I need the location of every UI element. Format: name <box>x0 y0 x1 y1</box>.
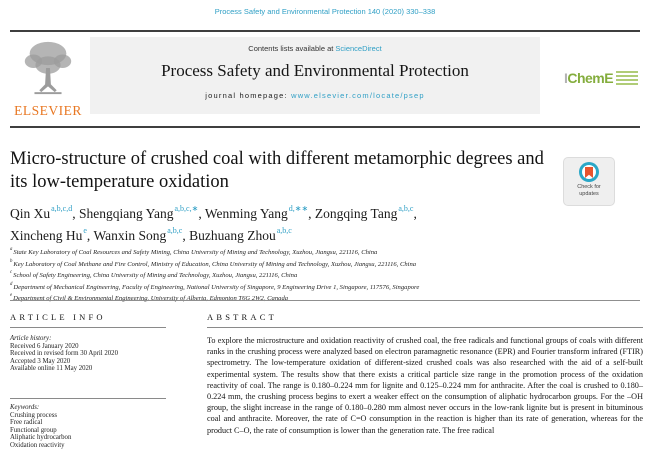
abstract-heading: ABSTRACT <box>207 312 277 322</box>
author-superscript: a,b,c,d <box>51 204 73 213</box>
history-line: Available online 11 May 2020 <box>10 365 93 373</box>
affiliation: $^a$State Key Laboratory of Coal Resources and Safety Mining, China University of Mining and Technology, Xuzhou, Jiangsu, 221116, China <box>10 247 378 257</box>
abstract-text: To explore the microstructure and oxidation reactivity of crushed coal, the free radicals and functional groups of coals with different ranks in the crushing process were analyzed based on electron paramagnetic resonance (EPR) and Fourier transform infrared (FTIR) spectrometry. The low-temperature oxidation of different-sized crushed coals was also researched with the aid of a self-built experimental system. The results show that there exists a critical particle size range in the promotion process of the oxidation reactivity of coal. The range is 0.180–0.224 mm for lignite and 0.125–0.224 mm for anthracite. After the coal is crushed to 0.180–0.224 mm, the crushing process begins to exert a weaker effect on the consumption of aliphatic hydrocarbon groups. For the –OH group, the slight increase in the range of 0.180–0.280 mm almost never occurs in the low-rank lignite but is present in bituminous coal and anthracite. Moreover, the rate of C=O consumption in the reaction is higher than its rate of generation, whereas for the product C–O, the rate of consumption is lower than the generation rate. The free radical <box>207 336 643 435</box>
affiliation-list <box>10 246 646 304</box>
abstract-heading-rule <box>207 327 643 328</box>
author-superscript: a,b,c <box>276 226 292 235</box>
article-info-heading: ARTICLE INFO <box>10 312 106 322</box>
keywords-label: Keywords: <box>10 403 40 411</box>
author-name: Xincheng Hu <box>10 227 83 243</box>
check-for-updates-badge[interactable] <box>563 157 615 206</box>
elsevier-tree-icon <box>21 84 75 101</box>
history-line: Accepted 3 May 2020 <box>10 357 71 365</box>
author-superscript: a,b,c <box>398 204 414 213</box>
journal-banner <box>90 37 540 114</box>
affiliation: $^d$Department of Mechanical Engineering, Faculty of Engineering, National University of Singapore, 9 Engineering Drive 1, Singapore, 117576, Singapore <box>10 281 420 291</box>
keyword: Aliphatic hydrocarbon <box>10 434 72 442</box>
contents-prefix: Contents lists available at <box>248 44 336 53</box>
article-title: Micro-structure of crushed coal with different metamorphic degrees and its low-temperature oxidation <box>10 149 544 192</box>
author-superscript: a,b,c <box>167 226 183 235</box>
author-name: Qin Xu <box>10 205 51 221</box>
author-name: Wanxin Song <box>93 227 167 243</box>
article-history <box>10 335 166 373</box>
author-superscript: d,∗∗ <box>288 204 309 213</box>
check-for-updates-icon <box>579 162 599 182</box>
author-name: Shengqiang Yang <box>78 205 174 221</box>
running-head-citation: Process Safety and Environmental Protection 140 (2020) 330–338 <box>214 7 436 16</box>
contents-line <box>90 37 540 53</box>
homepage-prefix: journal homepage: <box>205 91 292 100</box>
keyword: Oxidation reactivity <box>10 441 65 449</box>
keywords-rule <box>10 398 166 399</box>
author: Wanxin Song$^{a,b,c}$, <box>93 226 190 243</box>
check-for-updates-label: Check for updates <box>577 184 601 197</box>
author-superscript: e <box>83 226 87 235</box>
icheme-wordmark: IChemE <box>563 70 614 86</box>
homepage-line <box>90 91 540 100</box>
top-divider <box>10 30 640 32</box>
author: Xincheng Hu$^e$, <box>10 226 94 243</box>
article-info-column <box>10 312 166 450</box>
keyword: Functional group <box>10 426 57 434</box>
author: Shengqiang Yang$^{a,b,c,∗}$, <box>78 204 205 221</box>
elsevier-logo <box>8 39 88 117</box>
history-line: Received in revised form 30 April 2020 <box>10 350 118 358</box>
author-name: Wenming Yang <box>204 205 288 221</box>
author-name: Buzhuang Zhou <box>189 227 276 243</box>
history-line: Received 6 January 2020 <box>10 342 79 350</box>
journal-title: Process Safety and Environmental Protection <box>161 61 469 80</box>
icheme-tagline-lines <box>616 71 638 85</box>
homepage-url-link[interactable]: www.elsevier.com/locate/psep <box>291 91 425 100</box>
affiliation: $^b$Key Laboratory of Coal Methane and Fire Control, Ministry of Education, China University of Mining and Technology, Xuzhou, Jiangsu, 221116, China <box>10 258 417 268</box>
author: Qin Xu$^{a,b,c,d}$, <box>10 204 79 221</box>
author <box>189 228 292 243</box>
keywords-block <box>10 404 166 450</box>
author-list <box>10 201 585 245</box>
columns-top-divider <box>10 300 640 301</box>
elsevier-wordmark: ELSEVIER <box>14 103 82 118</box>
abstract-column <box>207 312 643 436</box>
author: Zongqing Tang$^{a,b,c}$, <box>314 204 417 221</box>
author-superscript: a,b,c,∗ <box>174 204 199 213</box>
affiliation: $^e$Department of Civil & Environmental Engineering, University of Alberta, Edmonton T6G 2W2, Canada <box>10 293 289 303</box>
sciencedirect-link[interactable]: ScienceDirect <box>335 44 382 53</box>
icheme-logo <box>556 58 646 98</box>
header-divider <box>10 126 640 128</box>
author: Wenming Yang$^{d,∗∗}$, <box>204 204 315 221</box>
keyword: Free radical <box>10 419 43 427</box>
author-name: Zongqing Tang <box>314 205 398 221</box>
article-history-label: Article history: <box>10 335 52 342</box>
article-info-heading-rule <box>10 327 166 328</box>
keyword: Crushing process <box>10 411 58 419</box>
affiliation: $^c$School of Safety Engineering, China University of Mining and Technology, Xuzhou, Jiangsu, 221116, China <box>10 270 298 280</box>
